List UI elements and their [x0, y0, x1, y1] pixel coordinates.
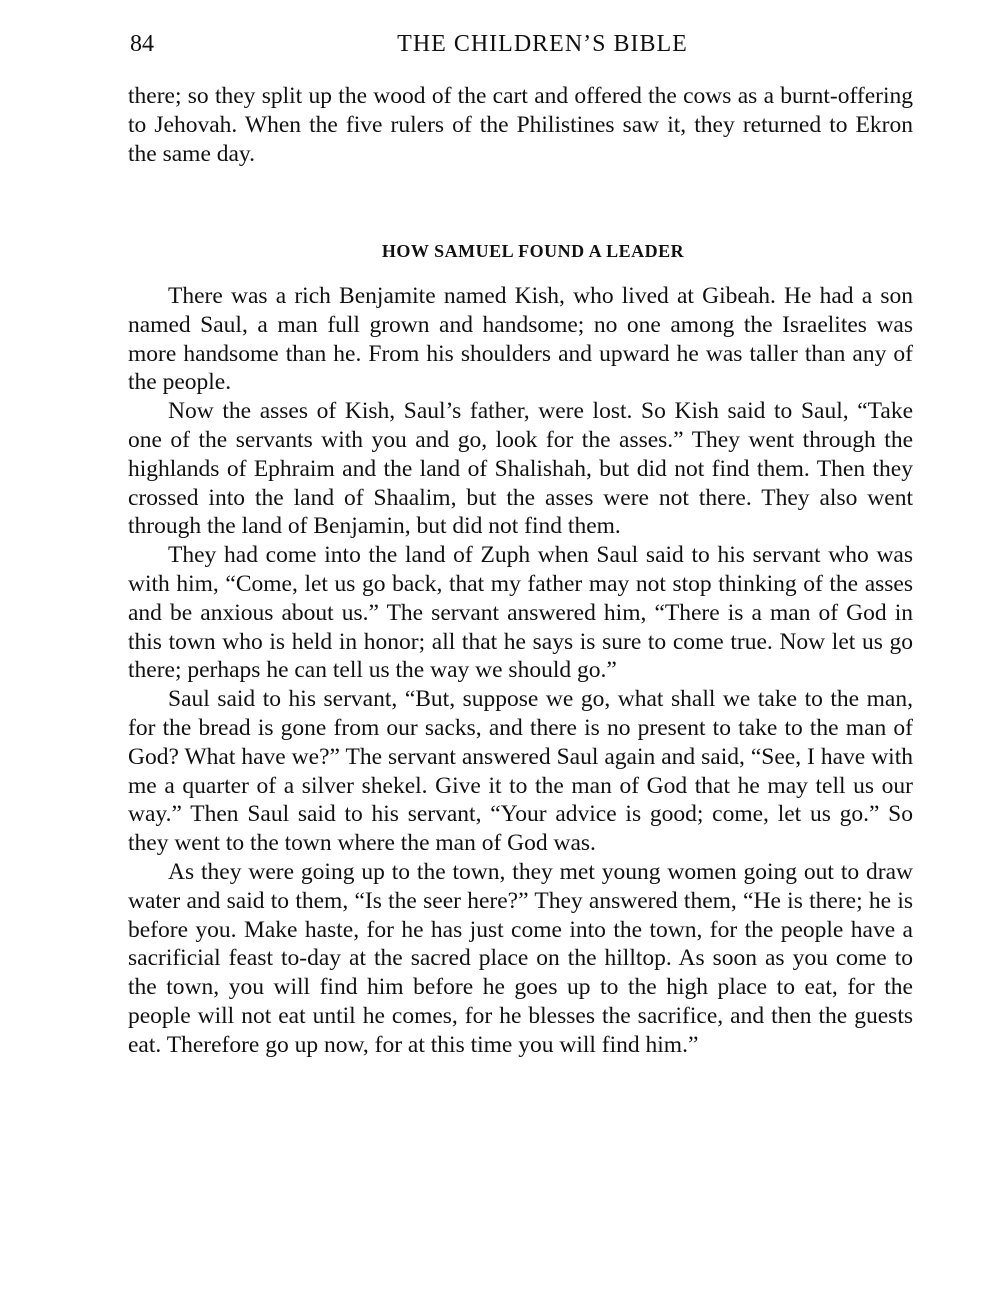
- story-paragraph: There was a rich Benjamite named Kish, who lived at Gibeah. He had a son named Saul, a man full grown and handsome; no one among the Israelites was more handsome than he. From his shoulders and upward he was taller than any of the people.: [128, 283, 913, 396]
- book-title: THE CHILDREN’S BIBLE: [397, 31, 688, 57]
- page-number: 84: [130, 31, 154, 57]
- section-heading: HOW SAMUEL FOUND A LEADER: [381, 241, 685, 261]
- story-paragraph: Saul said to his servant, “But, suppose we go, what shall we take to the man, for the bread is gone from our sacks, and there is no present to take to the man of God? What have we?” The servant answered Saul again and said, “See, I have with me a quarter of a silver shekel. Give it to the man of God that he may tell us our way.” Then Saul said to his servant, “Your advice is good; come, let us go.” So they went to the town where the man of God was.: [128, 686, 913, 857]
- running-head: [130, 28, 915, 60]
- story-text: [128, 282, 913, 1060]
- story-paragraph: Now the asses of Kish, Saul’s father, were lost. So Kish said to Saul, “Take one of the servants with you and go, look for the asses.” They went through the highlands of Ephraim and the land of Shalishah, but did not find them. Then they crossed into the land of Shaalim, but the asses were not there. They also went through the land of Benjamin, but did not find them.: [128, 398, 913, 540]
- story-paragraph: They had come into the land of Zuph when Saul said to his servant who was with him, “Come, let us go back, that my father may not stop thinking of the asses and be anxious about us.” The servant answered him, “There is a man of God in this town who is held in honor; all that he says is sure to come true. Now let us go there; perhaps he can tell us the way we should go.”: [128, 542, 913, 684]
- story-paragraph: As they were going up to the town, they met young women going out to draw water and said to them, “Is the seer here?” They answered them, “He is there; he is before you. Make haste, for he has just come into the town, for the people have a sacrificial feast to-day at the sacred place on the hilltop. As soon as you come to the town, you will find him before he goes up to the high place to eat, for the people will not eat until he comes, for he blesses the sacrifice, and then the guests eat. Therefore go up now, for at this time you will find him.”: [128, 858, 913, 1058]
- intro-text: [128, 82, 913, 168]
- intro-paragraph: there; so they split up the wood of the cart and offered the cows as a burnt-offering to Jehovah. When the five rulers of the Philistines saw it, they returned to Ekron the same day.: [128, 83, 913, 167]
